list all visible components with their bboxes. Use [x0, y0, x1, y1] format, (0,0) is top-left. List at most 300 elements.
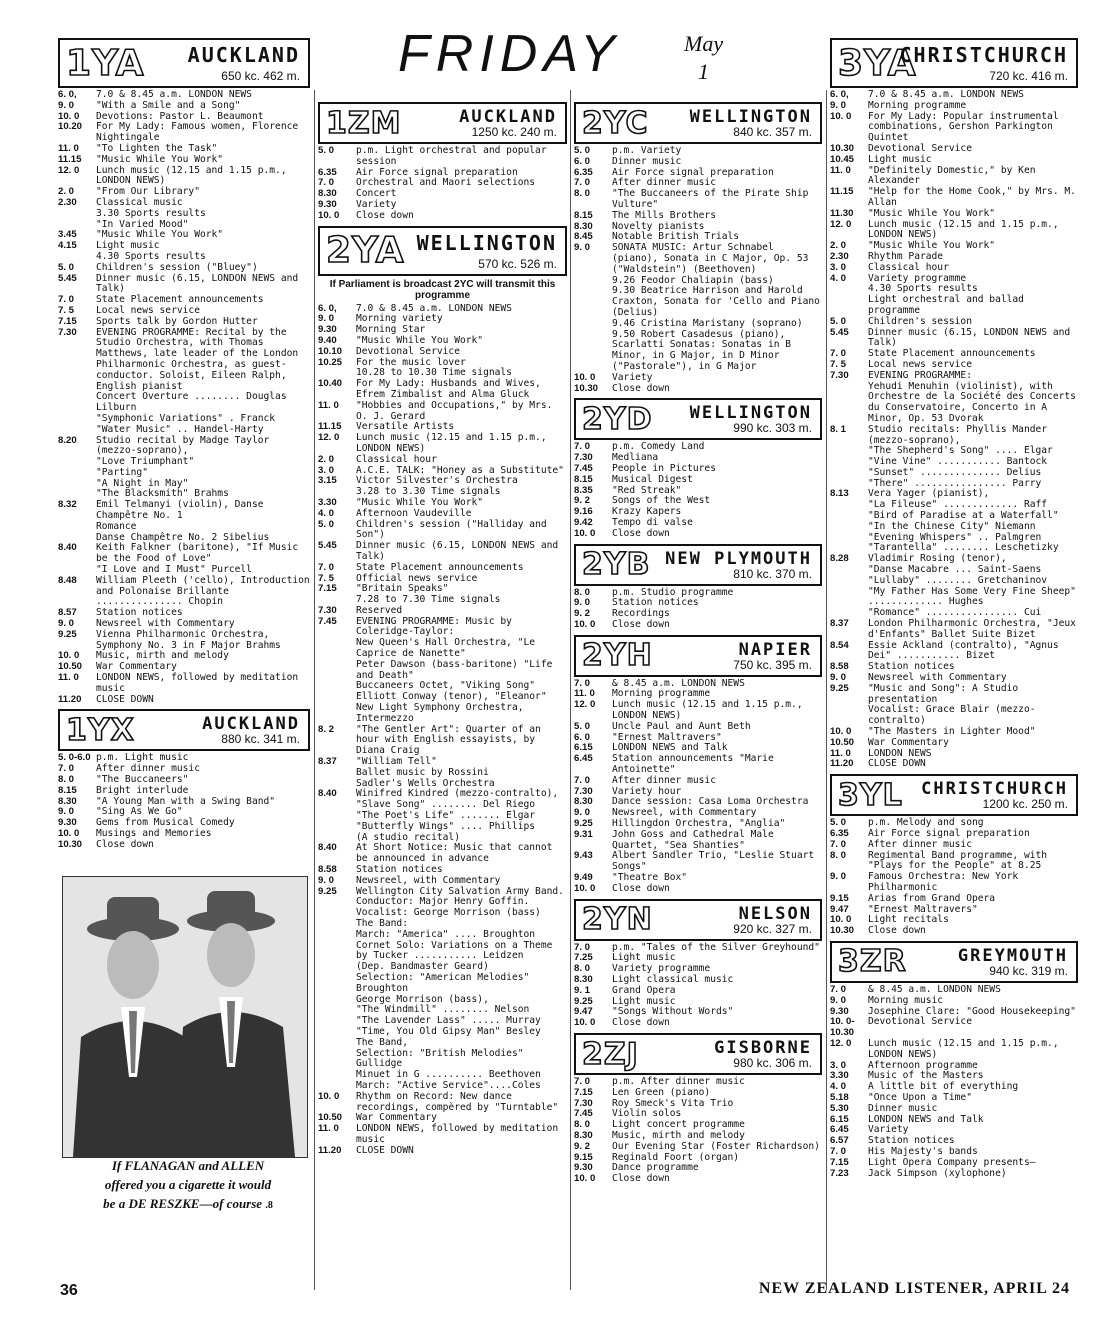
programme-time: 11.15 [318, 421, 342, 433]
programme-title: Jack Simpson (xylophone) [868, 1167, 1007, 1179]
programme-time [830, 468, 868, 479]
programme-title: "Danse Macabre ... Saint-Saens [868, 564, 1042, 576]
programme-title: Light Opera Company presents— [868, 1156, 1036, 1168]
programme-title: State Placement announcements [868, 348, 1036, 360]
programme-time: 9.30 [574, 1162, 593, 1174]
programme-title: Tempo di valse [612, 516, 693, 528]
programme-title: Light music [868, 153, 932, 165]
programme-time: 2. 0 [830, 240, 847, 252]
programme-title: Musical Digest [612, 473, 693, 485]
station-call-sign: 2YC [582, 105, 649, 141]
programme-title: "Water Music" .. Handel-Harty [96, 423, 264, 435]
programme-title: "A Young Man with a Swing Band" [96, 795, 276, 807]
programme-time: 3. 0 [830, 1059, 847, 1071]
programme-time: 9.30 [318, 198, 337, 210]
programme-item [830, 851, 1078, 873]
programme-time [574, 286, 612, 318]
column-3 [574, 98, 822, 1185]
programme-title: Classical music [96, 196, 183, 208]
programme-time: 7.23 [830, 1167, 849, 1179]
programme-item [318, 822, 567, 833]
station-call-sign: 3YA [838, 42, 917, 84]
programme-title: Station notices [868, 1135, 955, 1147]
station-2yd [574, 398, 822, 539]
programme-time [318, 703, 356, 725]
programme-title: "Music While You Work" [96, 229, 224, 241]
programme-title: Music, mirth and melody [612, 1129, 745, 1141]
programme-item [574, 286, 822, 318]
programme-title: Variety programme [868, 272, 967, 284]
programme-title: George Morrison (bass), [356, 993, 489, 1005]
programme-time: 10.30 [574, 382, 599, 394]
programme-title: Air Force signal preparation [868, 828, 1030, 839]
station-city: NAPIER [738, 639, 812, 660]
programme-time: 7. 0 [318, 561, 335, 573]
programme-time: 6. 0 [574, 155, 591, 167]
programme-item [318, 887, 567, 919]
programme-time: 12. 0 [830, 1037, 852, 1049]
programme-time: 9.15 [830, 892, 849, 904]
programme-title: Vocalist: Grace Blair (mezzo-contralto) [868, 704, 1036, 727]
programme-time: 10.50 [318, 1112, 343, 1124]
station-frequency: 980 kc. 306 m. [733, 1056, 812, 1070]
programme-title: Local news service [96, 304, 200, 316]
programme-list [830, 985, 1078, 1179]
programme-time: 6. 0, [58, 89, 77, 100]
programme-time: 3.30 [318, 496, 337, 508]
programme-time: 5. 0 [574, 145, 591, 156]
programme-title: "Tarantella" ........ Leschetizky [868, 542, 1059, 554]
programme-title: "Evening Whispers" .. Palmgren [868, 531, 1042, 543]
station-call-sign: 1YA [66, 42, 145, 84]
programme-item [58, 317, 310, 328]
programme-time: 9. 2 [574, 495, 591, 507]
programme-time [58, 209, 96, 220]
programme-list [574, 146, 822, 394]
programme-title: Station notices [868, 661, 955, 673]
programme-time: 10.40 [318, 378, 343, 390]
caption-line: If FLANAGAN and ALLEN [111, 1158, 265, 1173]
programme-time: 9.25 [58, 628, 77, 640]
programme-title: (A studio recital) [356, 831, 460, 843]
programme-title: Wellington City Salvation Army Band. Conductor: Major Henry Goffin. Vocalist: George Morrison (bass) [356, 885, 564, 919]
programme-time: 9.49 [574, 872, 593, 884]
programme-item [318, 1146, 567, 1157]
programme-title: Musings and Memories [96, 828, 212, 839]
programme-item [574, 475, 822, 486]
programme-time: 7. 0 [574, 177, 591, 189]
programme-time: 9.30 [830, 1005, 849, 1017]
programme-time [318, 800, 356, 811]
programme-time: 8.30 [574, 220, 593, 232]
programme-title: Close down [612, 618, 670, 630]
programme-title: For My Lady: Popular instrumental combinations, Gershon Parkington Quintet [868, 110, 1059, 144]
programme-time: 8.35 [574, 484, 593, 496]
programme-title: "My Father Has Some Very Fine Sheep" ............. Hughes [868, 585, 1076, 608]
programme-time: 7.45 [574, 462, 593, 474]
programme-item [318, 146, 567, 168]
programme-item [830, 738, 1078, 749]
station-frequency: 840 kc. 357 m. [733, 125, 812, 139]
programme-item [830, 263, 1078, 274]
programme-time: 10.30 [830, 142, 855, 154]
programme-title: After dinner music [612, 177, 716, 189]
programme-time: 8.57 [58, 607, 77, 619]
programme-title: Buccaneers Octet, "Viking Song" [356, 680, 536, 692]
station-call-sign: 3ZR [838, 944, 907, 980]
programme-title: "The Shepherd's Song" .... Elgar [868, 445, 1053, 457]
programme-time: 8.13 [830, 488, 849, 500]
programme-time [318, 941, 356, 963]
programme-time [830, 705, 868, 727]
programme-title: & 8.45 a.m. LONDON NEWS [868, 983, 1001, 995]
programme-item [830, 425, 1078, 447]
programme-title: Notable British Trials [612, 231, 740, 243]
programme-time: 5. 0 [574, 720, 591, 732]
programme-title: Classical hour [868, 261, 949, 273]
programme-title: Romance [96, 520, 137, 532]
programme-title: "Theatre Box" [612, 872, 688, 884]
station-3zr [830, 941, 1078, 1179]
programme-list [830, 818, 1078, 937]
programme-title: Classical hour [356, 453, 437, 465]
programme-title: 4.30 Sports results [868, 283, 978, 295]
station-header [574, 544, 822, 586]
programme-title: Lunch music (12.15 and 1.15 p.m., LONDON NEWS) [356, 432, 547, 454]
column-rule [826, 90, 827, 1290]
programme-time [318, 995, 356, 1006]
programme-title: Famous Orchestra: New York Philharmonic [868, 871, 1019, 893]
programme-time: 10. 0 [318, 1090, 340, 1102]
programme-title: Air Force signal preparation [612, 166, 774, 178]
programme-title: Victor Silvester's Orchestra [356, 475, 518, 487]
programme-item [830, 619, 1078, 641]
programme-item [58, 101, 310, 112]
programme-time: 9. 0 [574, 597, 591, 609]
programme-title: p.m. "Tales of the Silver Greyhound" [612, 941, 820, 953]
programme-title: Dance programme [612, 1162, 699, 1174]
programme-item [574, 754, 822, 776]
programme-title: "Vine Vine" ........... Bantock [868, 456, 1048, 468]
programme-title: Sadler's Wells Orchestra [356, 777, 495, 789]
programme-title: Afternoon programme [868, 1059, 978, 1071]
programme-item [58, 274, 310, 296]
programme-item [830, 894, 1078, 905]
programme-title: "Red Streak" [612, 484, 682, 496]
programme-time: 9. 0 [58, 806, 75, 818]
programme-time: 8.30 [58, 795, 77, 807]
programme-title: "Music While You Work" [868, 240, 996, 252]
programme-title: Close down [96, 838, 154, 850]
station-1yx [58, 709, 310, 850]
programme-time: 8.37 [830, 618, 849, 630]
programme-title: Newsreel, with Commentary [612, 807, 757, 819]
programme-title: War Commentary [868, 736, 949, 748]
programme-title: "Music While You Work" [356, 496, 484, 508]
programme-title: Josephine Clare: "Good Housekeeping" [868, 1005, 1076, 1017]
programme-time: 8. 1 [830, 423, 847, 435]
programme-title: War Commentary [356, 1112, 437, 1124]
advertisement-caption [66, 1156, 310, 1215]
programme-title: Light classical music [612, 974, 734, 986]
programme-title: Local news service [868, 358, 972, 370]
programme-time: 7.30 [574, 452, 593, 464]
programme-time [58, 425, 96, 436]
programme-title: Violin solos [612, 1108, 682, 1120]
programme-time: 12. 0 [58, 164, 80, 176]
programme-title: After dinner music [612, 774, 716, 786]
programme-title: State Placement announcements [96, 294, 264, 306]
programme-title: Yehudi Menuhin (violinist), with Orchestre de la Société des Concerts du Conservatoire, Concerto in A Minor, Op. 53 Dvorak [868, 380, 1076, 424]
programme-item [574, 830, 822, 852]
programme-item [318, 541, 567, 563]
programme-time: 5.45 [58, 272, 77, 284]
programme-title: For My Lady: Husbands and Wives, Efrem Zimbalist and Alma Gluck [356, 378, 541, 400]
programme-title: (Dep. Bandmaster Geard) [356, 961, 489, 973]
station-frequency: 880 kc. 341 m. [221, 732, 300, 747]
programme-time: 6.57 [830, 1135, 849, 1147]
programme-title: Light concert programme [612, 1119, 745, 1131]
programme-title: Newsreel with Commentary [96, 618, 235, 630]
station-header [574, 899, 822, 941]
programme-time: 5. 0 [830, 315, 847, 327]
station-2yh [574, 635, 822, 895]
programme-item [830, 1169, 1078, 1180]
programme-title: "With a Smile and a Song" [96, 99, 241, 111]
programme-title: Krazy Kapers [612, 506, 682, 518]
programme-title: Lunch music (12.15 and 1.15 p.m., LONDON NEWS) [96, 164, 287, 187]
programme-time: 9. 0 [830, 99, 847, 111]
programme-title: Bright interlude [96, 784, 189, 796]
programme-title: p.m. Light orchestral and popular session [356, 145, 547, 167]
programme-title: "Parting" [96, 466, 148, 478]
programme-time: 6.35 [318, 166, 337, 178]
programme-item [574, 1174, 822, 1185]
programme-item [58, 392, 310, 414]
programme-item [58, 576, 310, 608]
programme-item [318, 638, 567, 660]
station-frequency: 570 kc. 526 m. [478, 256, 557, 271]
programme-time: 7. 0 [574, 1076, 591, 1087]
advertisement-photo [62, 876, 308, 1158]
station-call-sign: 2ZJ [582, 1036, 639, 1072]
programme-title: Devotional Service [356, 345, 460, 357]
programme-time: 7.15 [318, 583, 337, 595]
caption-mark: .8 [265, 1200, 273, 1211]
programme-title: "Lullaby" ........ Gretchaninov [868, 574, 1048, 586]
caption-line [66, 1194, 310, 1215]
programme-list [574, 679, 822, 895]
programme-time [318, 1016, 356, 1027]
programme-item [574, 319, 822, 330]
station-3ya [830, 38, 1078, 770]
programme-title: Studio recitals: Phyllis Mander (mezzo-soprano), [868, 423, 1048, 446]
programme-title: For the music lover [356, 356, 466, 368]
programme-time: 8.40 [318, 842, 337, 854]
programme-time [830, 576, 868, 587]
programme-title: William Pleeth ('cello), Introduction and Polonaise Brillante ............... Chopin [96, 574, 310, 608]
programme-title: Sports talk by Gordon Hutter [96, 315, 258, 327]
programme-time [830, 565, 868, 576]
programme-time: 9. 0 [58, 99, 75, 111]
programme-list [830, 90, 1078, 770]
station-1zm [318, 102, 567, 222]
programme-time: 7. 5 [318, 572, 335, 584]
programme-time: 7. 0 [58, 763, 75, 775]
programme-title: People in Pictures [612, 462, 716, 474]
programme-title: Morning programme [612, 688, 711, 700]
programme-time [830, 457, 868, 468]
programme-time: 7.45 [318, 615, 337, 627]
programme-list [574, 943, 822, 1029]
programme-item [58, 166, 310, 188]
programme-title: Emil Telmanyi (violin), Danse Champêtre No. 1 [96, 499, 264, 522]
programme-time: 6. 0 [574, 731, 591, 743]
programme-time: 11. 0 [58, 142, 79, 154]
programme-title: Station notices [612, 597, 699, 609]
programme-title: "Hobbies and Occupations," by Mrs. O. J. Gerard [356, 399, 553, 422]
programme-time: 8.28 [830, 553, 849, 565]
programme-item [830, 209, 1078, 220]
programme-title: Dance session: Casa Loma Orchestra [612, 796, 809, 808]
programme-time: 4.15 [58, 240, 77, 252]
programme-item [830, 371, 1078, 382]
programme-time [318, 973, 356, 995]
station-call-sign: 2YD [582, 401, 653, 437]
programme-item [574, 884, 822, 895]
programme-time [318, 811, 356, 822]
programme-item [574, 1142, 822, 1153]
programme-title: "The Poet's Life" ....... Elgar [356, 810, 536, 822]
programme-item [318, 347, 567, 358]
programme-item [830, 996, 1078, 1007]
programme-item [830, 926, 1078, 937]
programme-title: Dinner music [868, 1102, 938, 1114]
programme-time: 4. 0 [318, 507, 335, 519]
programme-time: 10. 0 [574, 1173, 596, 1185]
station-call-sign: 1ZM [326, 105, 402, 141]
programme-time: 10.10 [318, 345, 343, 357]
programme-time: 11.20 [318, 1144, 342, 1156]
programme-title: "Help for the Home Cook," by Mrs. M. Allan [868, 186, 1076, 208]
caption-text: be a DE RESZKE—of course [103, 1196, 263, 1211]
station-city: CHRISTCHURCH [899, 43, 1068, 67]
programme-time: 11. 0 [58, 672, 79, 684]
programme-title: Devotional Service [868, 1016, 972, 1028]
programme-title: Music of the Masters [868, 1070, 984, 1082]
programme-title: LONDON NEWS and Talk [868, 1113, 984, 1125]
station-city: GISBORNE [714, 1038, 812, 1058]
programme-title: Regimental Band programme, with "Plays for the People" at 8.25 [868, 849, 1048, 872]
programme-item [58, 155, 310, 166]
station-frequency: 750 kc. 395 m. [733, 657, 812, 672]
programme-item [574, 211, 822, 222]
programme-time [830, 500, 868, 511]
programme-item [830, 705, 1078, 727]
programme-title: Versatile Artists [356, 421, 455, 433]
programme-title: Morning variety [356, 313, 443, 325]
programme-time: 5.30 [830, 1102, 849, 1114]
programme-item [318, 843, 567, 865]
programme-time: 7. 0 [574, 774, 591, 786]
programme-title: Close down [868, 925, 926, 937]
programme-title: London Philharmonic Orchestra, "Jeux d'Enfants" Ballet Suite Bizet [868, 618, 1076, 640]
programme-title: Afternoon Vaudeville [356, 507, 472, 519]
programme-time: 7. 0 [574, 941, 591, 953]
programme-title: 4.30 Sports results [96, 250, 206, 262]
programme-item [830, 759, 1078, 770]
programme-title: Peter Dawson (bass-baritone) "Life and Death" [356, 658, 553, 681]
programme-title: Hillingdon Orchestra, "Anglia" [612, 818, 786, 830]
programme-title: "In Varied Mood" [96, 218, 189, 230]
programme-item [830, 382, 1078, 425]
programme-time: 7.15 [58, 315, 77, 327]
programme-title: 9.46 Cristina Maristany (soprano) [612, 317, 803, 329]
programme-time: 6.35 [830, 828, 849, 839]
programme-title: Dinner music (6.15, LONDON NEWS and Talk) [356, 540, 559, 562]
programme-item [58, 840, 310, 851]
programme-time: 7.30 [318, 604, 337, 616]
programme-title: Reginald Foort (organ) [612, 1151, 740, 1163]
programme-time: 9. 2 [574, 1140, 591, 1152]
programme-title: 9.26 Feodor Chaliapin (bass) [612, 274, 774, 286]
programme-item [58, 209, 310, 220]
programme-time [58, 522, 96, 533]
programme-title: "Sunset" .............. Delius [868, 466, 1042, 478]
programme-time [58, 479, 96, 490]
station-call-sign: 2YB [582, 547, 651, 582]
programme-title: "Ernest Maltravers" [612, 731, 722, 743]
programme-time: 2.30 [58, 196, 77, 208]
programme-time: 4. 0 [830, 272, 847, 284]
programme-time [318, 1070, 356, 1081]
station-frequency: 920 kc. 327 m. [733, 921, 812, 936]
programme-title: Variety programme [612, 963, 711, 975]
station-header [574, 1033, 822, 1075]
programme-title: "Butterfly Wings" .... Phillips [356, 820, 536, 832]
programme-time: 10.45 [830, 153, 855, 165]
station-2yn [574, 899, 822, 1029]
programme-item [58, 695, 310, 706]
programme-time: 10. 0 [830, 914, 852, 926]
day-heading: FRIDAY [398, 25, 621, 83]
programme-time: 8. 0 [574, 963, 591, 975]
programme-title: Essie Ackland (contralto), "Agnus Dei" ........... Bizet [868, 639, 1059, 662]
programme-title: Recordings [612, 608, 670, 620]
programme-title: EVENING PROGRAMME: Music by Coleridge-Taylor: [356, 615, 512, 638]
programme-title: LONDON NEWS, followed by meditation music [96, 672, 299, 694]
programme-title: Roy Smeck's Vita Trio [612, 1097, 734, 1109]
programme-title: Selection: "American Melodies" Broughton [356, 971, 530, 994]
programme-time: 10. 0 [574, 1017, 596, 1029]
programme-time: 11.15 [58, 153, 82, 165]
programme-time: 3.45 [58, 229, 77, 241]
programme-title: Uncle Paul and Aunt Beth [612, 720, 751, 732]
programme-time: 9.31 [574, 828, 593, 840]
programme-time: 7.30 [574, 1097, 593, 1109]
programme-item [830, 220, 1078, 242]
station-city: WELLINGTON [416, 230, 557, 255]
programme-time [830, 533, 868, 544]
programme-title: Ballet music by Rossini [356, 766, 489, 778]
programme-time: 2. 0 [318, 453, 335, 465]
programme-title: "Bird of Paradise at a Waterfall" [868, 510, 1059, 522]
programme-title: Keith Falkner (baritone), "If Music be the Food of Love" [96, 542, 299, 565]
programme-title: Minuet in G .......... Beethoven [356, 1069, 541, 1081]
programme-title: His Majesty's bands [868, 1145, 978, 1157]
programme-item [830, 166, 1078, 188]
station-note: If Parliament is broadcast 2YC will transmit this programme [329, 278, 556, 301]
